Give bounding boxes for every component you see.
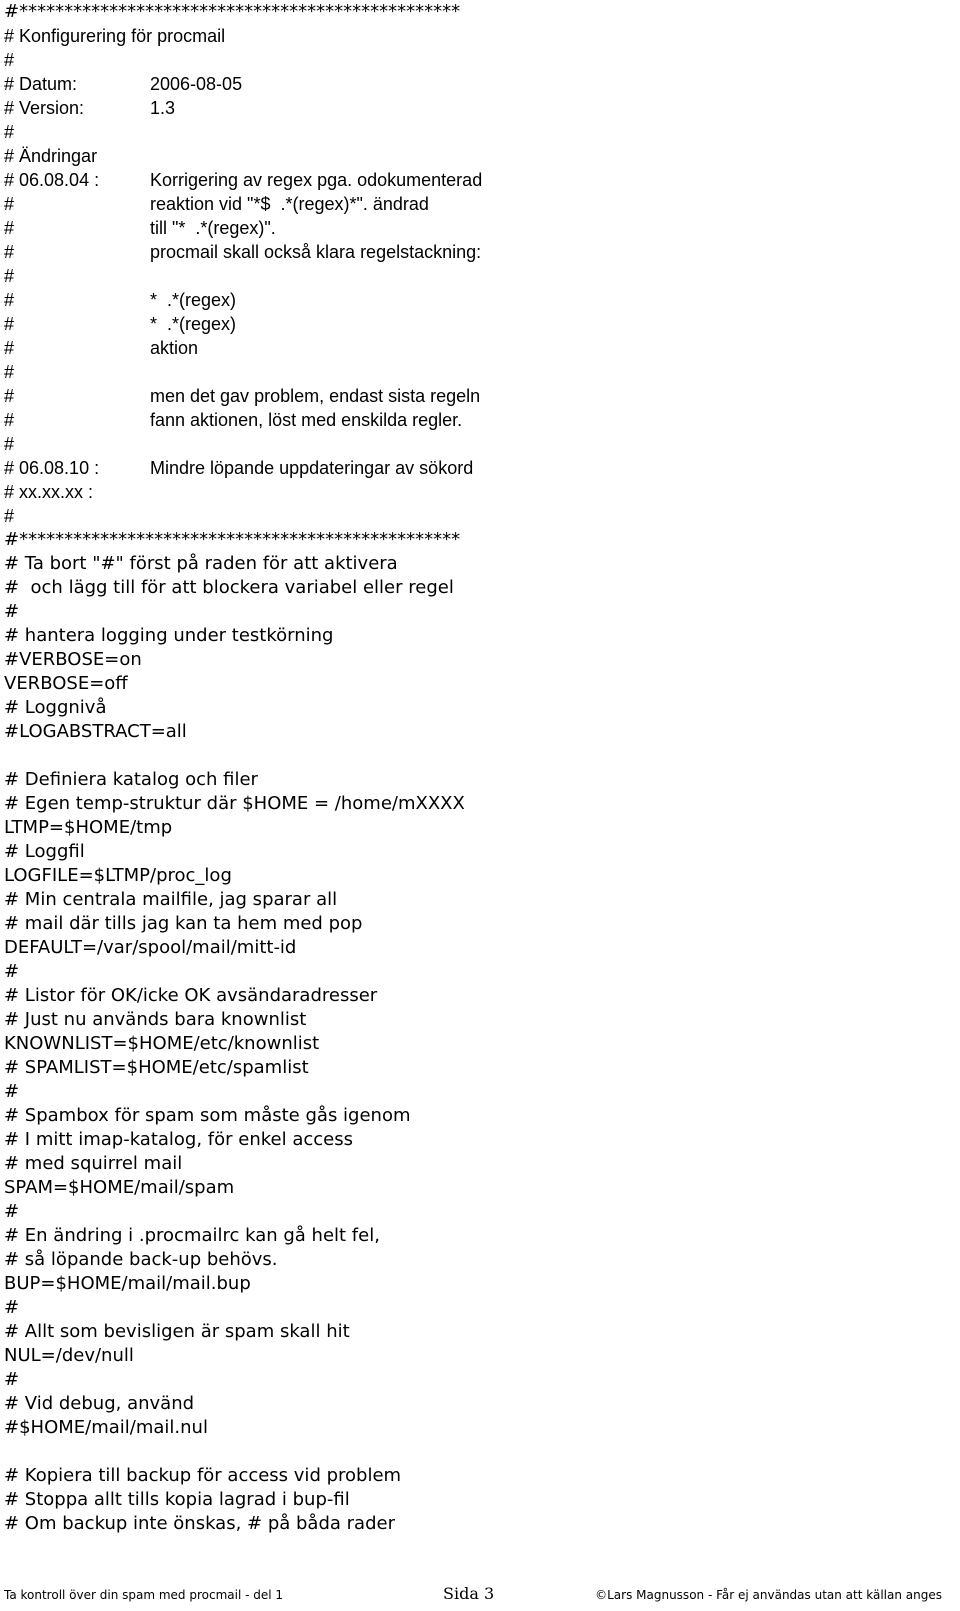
line-text: # bbox=[4, 290, 15, 310]
line-text: # Spambox för spam som måste gås igenom bbox=[4, 1105, 411, 1126]
line-text: DEFAULT=/var/spool/mail/mitt-id bbox=[4, 937, 297, 958]
line-text: #************************************************* bbox=[4, 1, 461, 22]
line-text: # SPAMLIST=$HOME/etc/spamlist bbox=[4, 1057, 309, 1078]
line-text: #************************************************* bbox=[4, 529, 461, 550]
line-text: # Loggnivå bbox=[4, 697, 107, 718]
line-text: # Kopiera till backup för access vid problem bbox=[4, 1465, 402, 1486]
line-value: 2006-08-05 bbox=[150, 74, 243, 94]
line-text: # bbox=[4, 50, 15, 70]
line-text: # bbox=[4, 362, 15, 382]
line-text: # hantera logging under testkörning bbox=[4, 625, 334, 646]
line-text: # med squirrel mail bbox=[4, 1153, 183, 1174]
line-value: men det gav problem, endast sista regeln bbox=[150, 386, 481, 406]
line-text: # Datum: bbox=[4, 74, 78, 94]
footer-copyright: ©Lars Magnusson - Får ej användas utan att källan anges bbox=[595, 1588, 942, 1602]
footer-document-title: Ta kontroll över din spam med procmail - del 1 bbox=[4, 1588, 284, 1602]
line-text: #$HOME/mail/mail.nul bbox=[4, 1417, 208, 1438]
line-value: * .*(regex) bbox=[150, 314, 237, 334]
line-text: # Just nu används bara knownlist bbox=[4, 1009, 307, 1030]
line-text: # och lägg till för att blockera variabel eller regel bbox=[4, 577, 454, 598]
line-text: # 06.08.04 : bbox=[4, 170, 100, 190]
line-text: # bbox=[4, 338, 15, 358]
line-text: # bbox=[4, 242, 15, 262]
line-text: # bbox=[4, 386, 15, 406]
line-text: # bbox=[4, 218, 15, 238]
line-text: KNOWNLIST=$HOME/etc/knownlist bbox=[4, 1033, 320, 1054]
line-text: # Konfigurering för procmail bbox=[4, 26, 226, 46]
line-text: # I mitt imap-katalog, för enkel access bbox=[4, 1129, 353, 1150]
line-text: # bbox=[4, 122, 15, 142]
line-text: # bbox=[4, 314, 15, 334]
line-text: # Stoppa allt tills kopia lagrad i bup-fil bbox=[4, 1489, 350, 1510]
line-value: * .*(regex) bbox=[150, 290, 237, 310]
line-text: #LOGABSTRACT=all bbox=[4, 721, 187, 742]
line-text: # xx.xx.xx : bbox=[4, 482, 94, 502]
line-text: # bbox=[4, 961, 20, 982]
line-text: LOGFILE=$LTMP/proc_log bbox=[4, 865, 232, 886]
line-text: # bbox=[4, 266, 15, 286]
line-text: # bbox=[4, 1297, 20, 1318]
line-text: # Om backup inte önskas, # på båda rader bbox=[4, 1513, 395, 1534]
line-value: Mindre löpande uppdateringar av sökord bbox=[150, 458, 474, 478]
line-text: # Version: bbox=[4, 98, 85, 118]
line-text: # Egen temp-struktur där $HOME = /home/mXXXX bbox=[4, 793, 465, 814]
line-text: # bbox=[4, 194, 15, 214]
line-value: procmail skall också klara regelstackning: bbox=[150, 242, 482, 262]
line-value: Korrigering av regex pga. odokumenterad bbox=[150, 170, 483, 190]
line-value: aktion bbox=[150, 338, 199, 358]
line-text: # bbox=[4, 1081, 20, 1102]
line-text: # Definiera katalog och filer bbox=[4, 769, 258, 790]
line-text: # bbox=[4, 506, 15, 526]
line-text: # En ändring i .procmailrc kan gå helt fel, bbox=[4, 1225, 380, 1246]
line-value: till "* .*(regex)". bbox=[150, 218, 276, 238]
line-text: # Min centrala mailfile, jag sparar all bbox=[4, 889, 338, 910]
page-footer bbox=[0, 1580, 960, 1610]
line-value: 1.3 bbox=[150, 98, 176, 118]
line-text: # så löpande back-up behövs. bbox=[4, 1249, 278, 1270]
line-text: # Allt som bevisligen är spam skall hit bbox=[4, 1321, 350, 1342]
line-text: # mail där tills jag kan ta hem med pop bbox=[4, 913, 363, 934]
line-text: LTMP=$HOME/tmp bbox=[4, 817, 173, 838]
line-text: # Ta bort "#" först på raden för att aktivera bbox=[4, 553, 398, 574]
line-text: # bbox=[4, 1201, 20, 1222]
line-text: # bbox=[4, 601, 20, 622]
line-text: #VERBOSE=on bbox=[4, 649, 142, 670]
line-text: # 06.08.10 : bbox=[4, 458, 100, 478]
line-text: VERBOSE=off bbox=[4, 673, 128, 694]
line-text: # bbox=[4, 434, 15, 454]
line-text: # Loggfil bbox=[4, 841, 85, 862]
footer-page-number: Sida 3 bbox=[443, 1584, 495, 1603]
line-text: # Vid debug, använd bbox=[4, 1393, 195, 1414]
line-text: NUL=/dev/null bbox=[4, 1345, 134, 1366]
line-value: reaktion vid "*$ .*(regex)*". ändrad bbox=[150, 194, 429, 214]
line-text: # bbox=[4, 410, 15, 430]
line-text: BUP=$HOME/mail/mail.bup bbox=[4, 1273, 251, 1294]
line-text: # bbox=[4, 1369, 20, 1390]
line-text: SPAM=$HOME/mail/spam bbox=[4, 1177, 235, 1198]
line-text: # Ändringar bbox=[4, 146, 98, 166]
line-text: # Listor för OK/icke OK avsändaradresser bbox=[4, 985, 378, 1006]
line-value: fann aktionen, löst med enskilda regler. bbox=[150, 410, 463, 430]
